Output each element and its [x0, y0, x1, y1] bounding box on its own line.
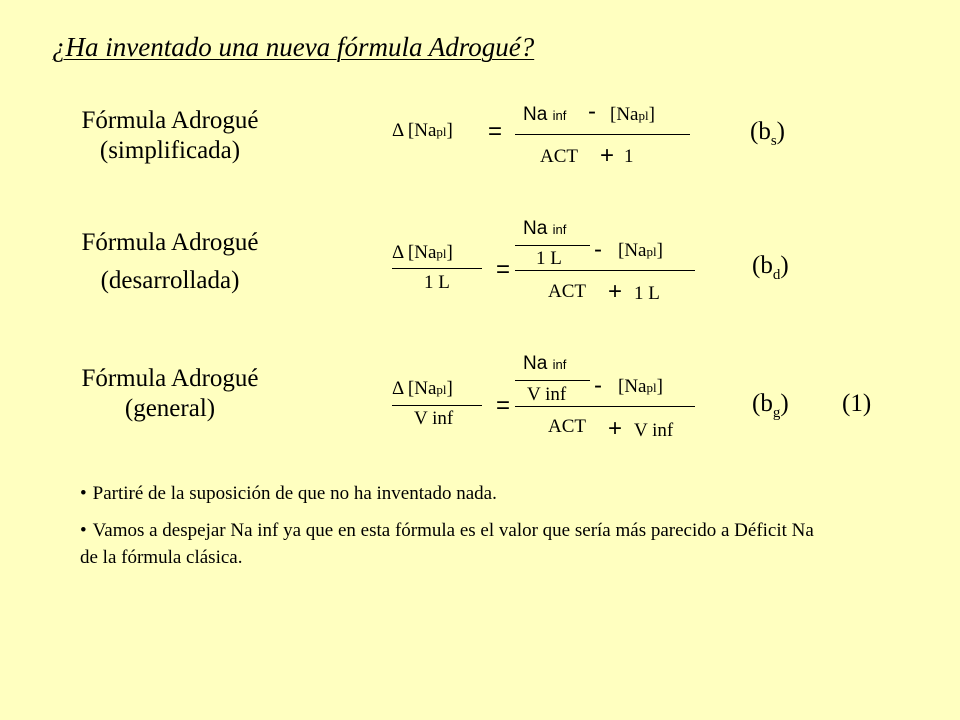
label-line-2: (general)	[124, 395, 216, 422]
lhs-delta-na-pl	[392, 120, 453, 142]
label-line-1: Fórmula Adrogué	[81, 365, 259, 392]
equation-number: (1)	[842, 390, 872, 417]
inner-fraction-bar	[515, 380, 590, 381]
lhs-denominator: V inf	[414, 408, 454, 429]
lhs-close: ]	[446, 378, 453, 399]
denominator-act: ACT	[548, 281, 586, 302]
tag-sub: g	[772, 405, 781, 421]
numerator-na-pl	[610, 104, 655, 126]
label-line-1: Fórmula Adrogué	[81, 107, 259, 134]
formula-label-desarrollada	[40, 228, 300, 296]
lhs-sub: pl	[436, 382, 447, 397]
num-a: Na	[523, 218, 548, 239]
slide-title: ¿Ha inventado una nueva fórmula Adrogué?	[52, 32, 535, 62]
bullet-marker: •	[80, 483, 87, 504]
numerator-na-inf	[523, 104, 566, 126]
num-a: Na	[523, 104, 548, 125]
bullet-item	[80, 517, 820, 571]
lhs-denominator: 1 L	[424, 272, 450, 293]
numerator-na-pl	[618, 376, 663, 398]
numerator-na-inf	[523, 218, 566, 240]
num-b: [Na	[618, 376, 647, 397]
equals-sign: =	[496, 256, 511, 283]
bullet-list	[80, 480, 820, 581]
tag-open: (b	[750, 118, 771, 145]
label-line-1: Fórmula Adrogué	[81, 229, 259, 256]
denominator-act: ACT	[540, 146, 578, 167]
bullet-text: Partiré de la suposición de que no ha inventado nada.	[92, 483, 497, 504]
bullet-text: Vamos a despejar Na inf ya que en esta fórmula es el valor que sería más parecido a Déficit Na de la fórmula clásica.	[80, 520, 814, 568]
num-b-sub: pl	[646, 244, 657, 259]
fraction-bar	[515, 270, 695, 271]
plus-sign: +	[608, 278, 623, 305]
tag-close: )	[776, 118, 785, 145]
formula-label-simplificada	[40, 106, 300, 166]
numerator-na-inf	[523, 353, 566, 375]
tag-open: (b	[752, 390, 773, 417]
num-a: Na	[523, 353, 548, 374]
lhs-close: ]	[446, 120, 453, 141]
tag-close: )	[780, 252, 789, 279]
lhs-fraction-bar	[392, 405, 482, 406]
lhs-sub: pl	[436, 124, 447, 139]
minus-sign: -	[594, 372, 602, 399]
denominator-1l: 1 L	[634, 283, 660, 304]
minus-sign: -	[594, 236, 602, 263]
inner-fraction-bar	[515, 245, 590, 246]
tag-sub: s	[770, 133, 777, 149]
lhs-fraction-bar	[392, 268, 482, 269]
denominator-act: ACT	[548, 416, 586, 437]
lhs-text: Δ [Na	[392, 378, 437, 399]
bullet-item	[80, 480, 820, 507]
lhs-delta-na-pl	[392, 378, 453, 400]
num-b-close: ]	[656, 376, 663, 397]
num-b: [Na	[610, 104, 639, 125]
tag-sub: d	[772, 267, 781, 283]
lhs-sub: pl	[436, 246, 447, 261]
num-b-sub: pl	[638, 108, 649, 123]
label-line-2: (simplificada)	[99, 137, 241, 164]
lhs-text: Δ [Na	[392, 120, 437, 141]
fraction-bar	[515, 406, 695, 407]
numerator-na-pl	[618, 240, 663, 262]
minus-sign: -	[588, 98, 596, 125]
lhs-delta-na-pl	[392, 242, 453, 264]
equation-tag-bd	[752, 252, 789, 284]
equation-tag-bg	[752, 390, 789, 422]
plus-sign: +	[600, 142, 615, 169]
bullet-marker: •	[80, 520, 87, 541]
inner-denominator: V inf	[527, 384, 567, 405]
equals-sign: =	[496, 392, 511, 419]
denominator-v-inf: V inf	[634, 420, 674, 441]
label-line-2: (desarrollada)	[100, 267, 240, 294]
equation-tag-bs	[750, 118, 785, 150]
equals-sign: =	[488, 118, 503, 145]
num-a-sub: inf	[552, 357, 567, 372]
num-a-sub: inf	[552, 108, 567, 123]
num-a-sub: inf	[552, 222, 567, 237]
lhs-close: ]	[446, 242, 453, 263]
num-b-sub: pl	[646, 380, 657, 395]
formula-label-general	[40, 364, 300, 424]
num-b-close: ]	[656, 240, 663, 261]
num-b: [Na	[618, 240, 647, 261]
inner-denominator: 1 L	[536, 248, 562, 269]
tag-close: )	[780, 390, 789, 417]
tag-open: (b	[752, 252, 773, 279]
num-b-close: ]	[648, 104, 655, 125]
plus-sign: +	[608, 415, 623, 442]
fraction-bar	[515, 134, 690, 135]
lhs-text: Δ [Na	[392, 242, 437, 263]
denominator-one: 1	[624, 146, 634, 167]
